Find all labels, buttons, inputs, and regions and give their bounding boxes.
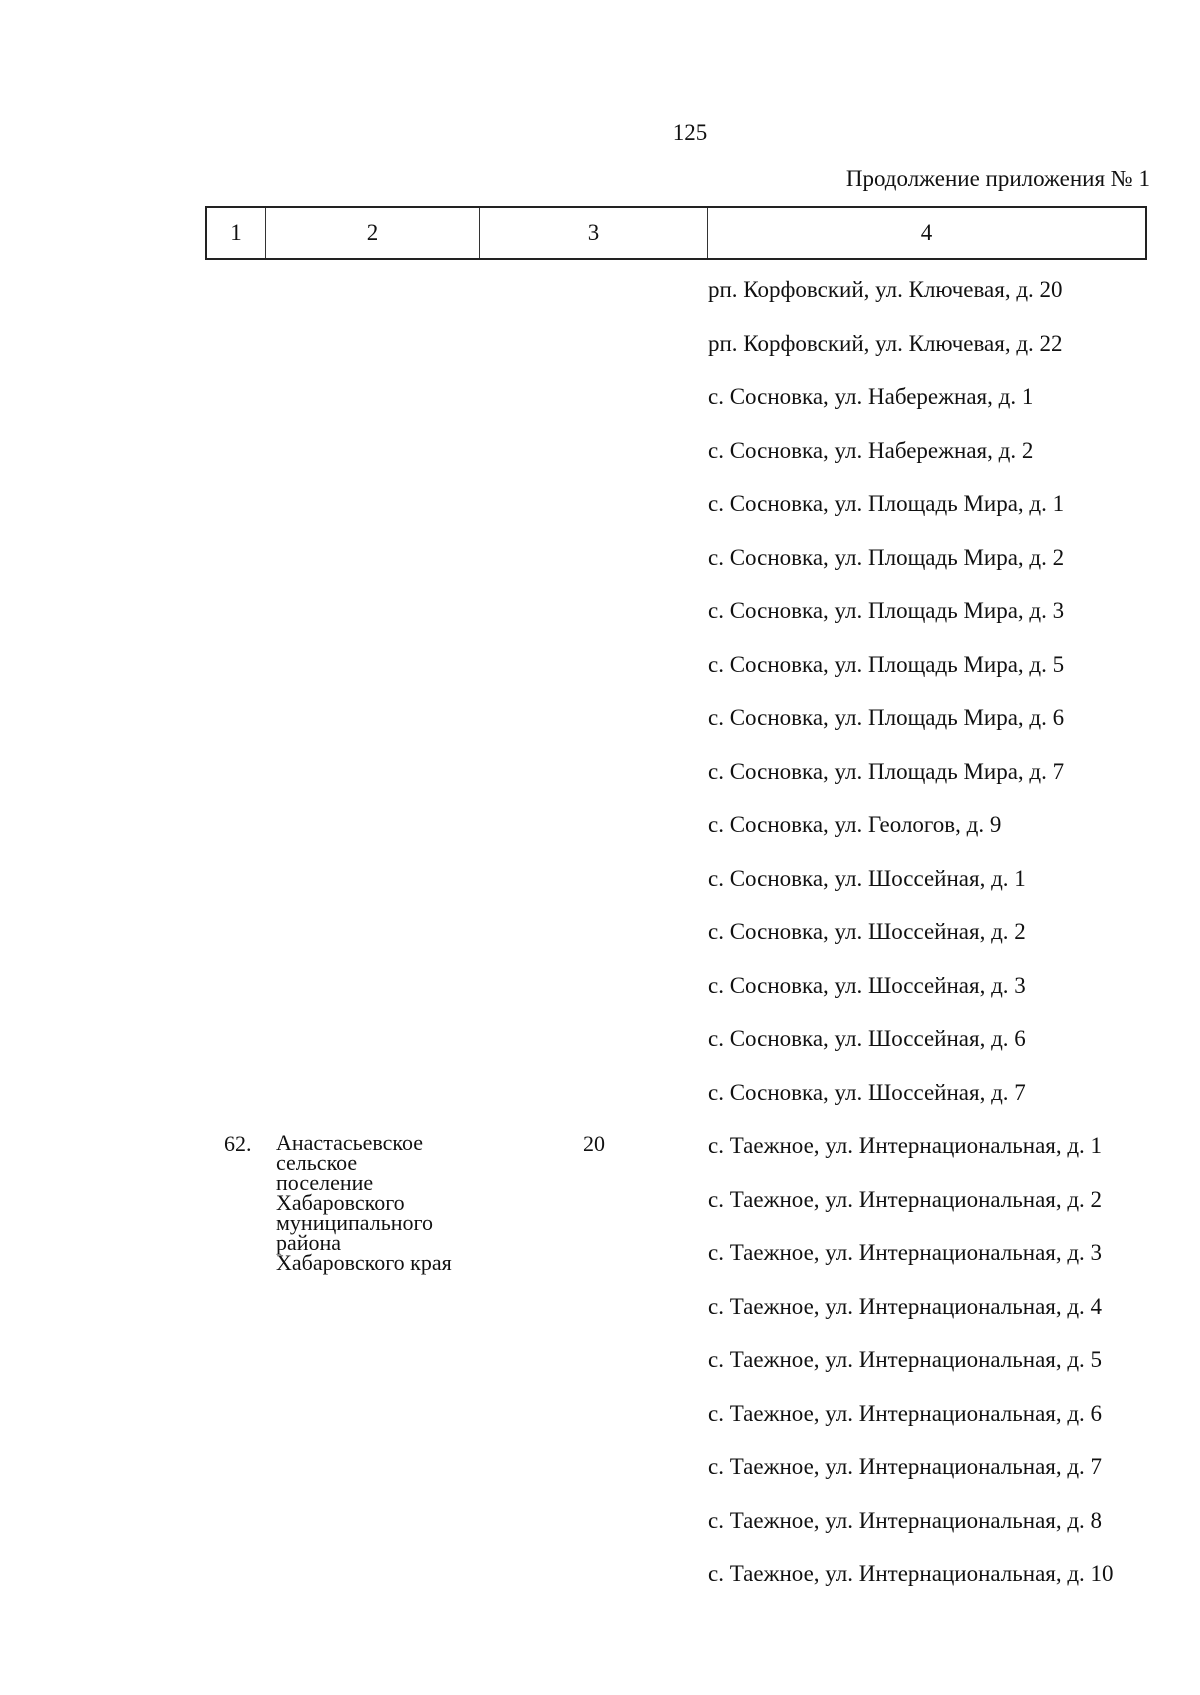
address-item: с. Сосновка, ул. Площадь Мира, д. 5 xyxy=(708,651,1065,677)
address-item: с. Таежное, ул. Интернациональная, д. 7 xyxy=(708,1454,1103,1479)
address-item: с. Таежное, ул. Интернациональная, д. 5 xyxy=(708,1347,1103,1372)
row-number: 62. xyxy=(224,1131,252,1156)
address-item: с. Сосновка, ул. Площадь Мира, д. 7 xyxy=(708,758,1065,784)
address-item: с. Сосновка, ул. Шоссейная, д. 2 xyxy=(708,919,1026,944)
address-item: с. Сосновка, ул. Шоссейная, д. 6 xyxy=(708,1026,1026,1051)
municipality-line: поселение xyxy=(276,1170,374,1195)
municipality-line: Хабаровского края xyxy=(276,1250,452,1275)
address-list xyxy=(708,276,1114,1614)
address-item: рп. Корфовский, ул. Ключевая, д. 22 xyxy=(708,330,1063,356)
address-item: с. Сосновка, ул. Площадь Мира, д. 2 xyxy=(708,544,1065,570)
address-item: с. Сосновка, ул. Шоссейная, д. 1 xyxy=(708,865,1026,891)
municipality-line: Анастасьевское xyxy=(276,1130,424,1155)
municipality-line: муниципального xyxy=(276,1210,434,1235)
page-number: 125 xyxy=(672,120,708,145)
column-header-1: 1 xyxy=(207,208,266,258)
address-item: с. Сосновка, ул. Шоссейная, д. 3 xyxy=(708,972,1026,998)
address-item: с. Сосновка, ул. Площадь Мира, д. 6 xyxy=(708,705,1065,730)
address-item: с. Таежное, ул. Интернациональная, д. 1 xyxy=(708,1133,1103,1158)
address-item: с. Сосновка, ул. Набережная, д. 2 xyxy=(708,437,1034,463)
municipality-line: района xyxy=(276,1230,342,1255)
address-item: с. Таежное, ул. Интернациональная, д. 10 xyxy=(708,1561,1114,1586)
address-item: с. Сосновка, ул. Набережная, д. 1 xyxy=(708,384,1034,409)
address-item: с. Таежное, ул. Интернациональная, д. 8 xyxy=(708,1507,1103,1533)
municipality-line: сельское xyxy=(276,1150,358,1175)
address-item: с. Таежное, ул. Интернациональная, д. 3 xyxy=(708,1240,1103,1265)
address-item: с. Сосновка, ул. Площадь Мира, д. 1 xyxy=(708,491,1065,516)
address-item: с. Таежное, ул. Интернациональная, д. 2 xyxy=(708,1186,1103,1212)
address-item: с. Сосновка, ул. Шоссейная, д. 7 xyxy=(708,1079,1026,1105)
municipality-line: Хабаровского xyxy=(276,1190,405,1215)
address-item: с. Таежное, ул. Интернациональная, д. 6 xyxy=(708,1400,1103,1426)
continuation-label: Продолжение приложения № 1 xyxy=(845,166,1150,191)
column-header-2: 2 xyxy=(266,208,480,258)
column-header-4: 4 xyxy=(920,220,933,245)
column-header-3: 3 xyxy=(480,208,708,258)
address-count: 20 xyxy=(583,1131,605,1156)
address-item: с. Таежное, ул. Интернациональная, д. 4 xyxy=(708,1293,1103,1319)
table-header-row xyxy=(205,206,1147,260)
address-item: с. Сосновка, ул. Геологов, д. 9 xyxy=(708,812,1002,837)
address-item: с. Сосновка, ул. Площадь Мира, д. 3 xyxy=(708,598,1065,623)
municipality-name xyxy=(276,1130,506,1275)
address-item: рп. Корфовский, ул. Ключевая, д. 20 xyxy=(708,277,1063,302)
